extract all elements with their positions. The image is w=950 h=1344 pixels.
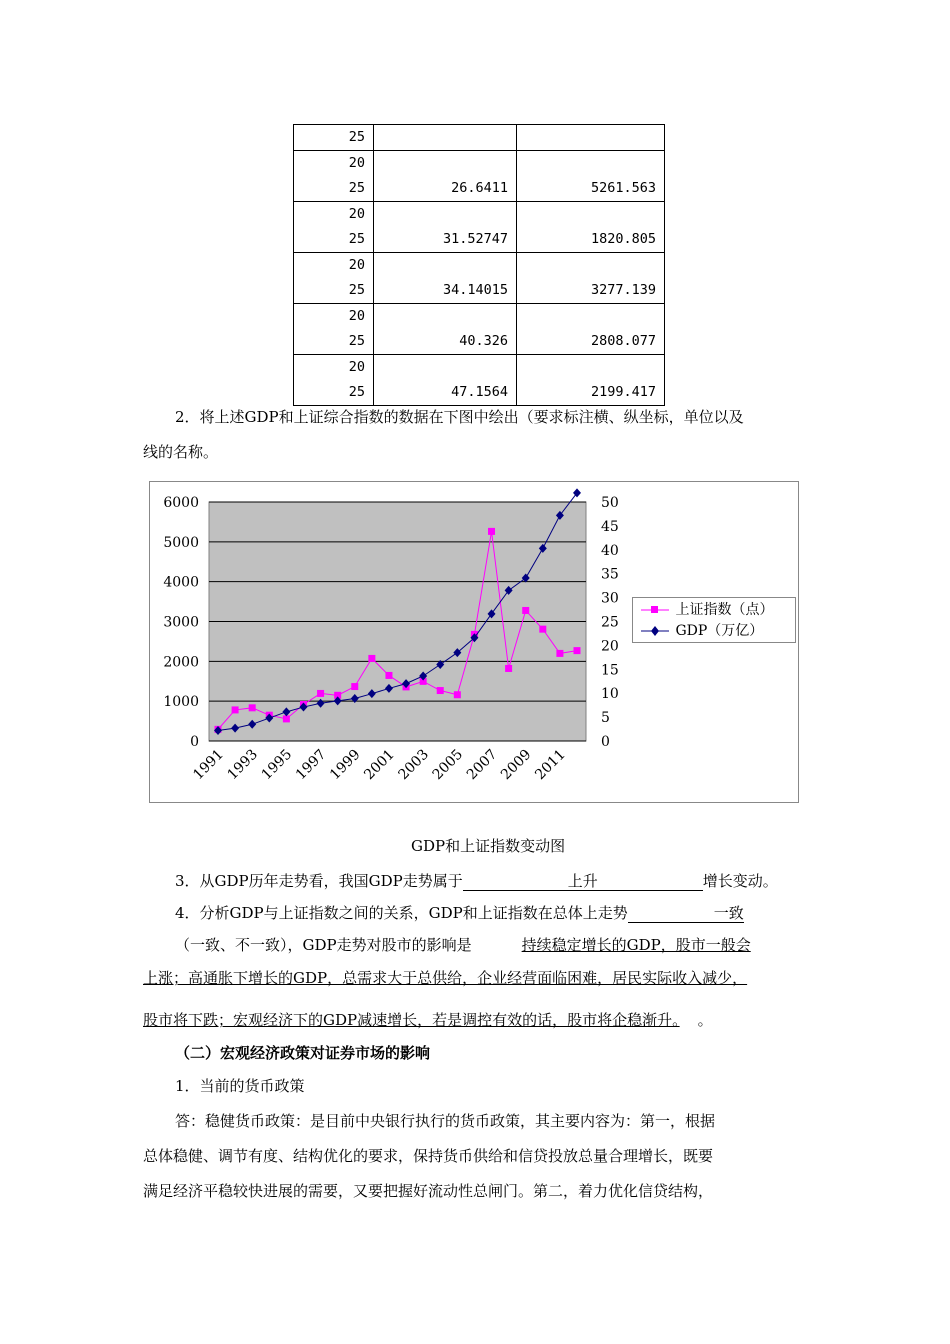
index-data-point <box>574 647 581 654</box>
y-right-tick-label: 40 <box>601 542 619 559</box>
y-right-tick-label: 50 <box>601 495 619 511</box>
question-4-line-2 <box>175 935 751 955</box>
year-cell: 20 25 <box>294 253 374 304</box>
legend-label-gdp: GDP（万亿） <box>675 623 764 639</box>
question-4-end: 。 <box>697 1011 713 1029</box>
x-tick-label: 2005 <box>429 746 467 784</box>
y-left-tick-label: 4000 <box>163 574 199 591</box>
data-table <box>293 124 665 406</box>
y-right-tick-label: 25 <box>601 614 619 631</box>
year-cell: 20 25 <box>294 151 374 202</box>
y-right-tick-label: 35 <box>601 566 619 583</box>
index-data-point <box>317 690 324 697</box>
y-right-tick-label: 30 <box>601 590 619 607</box>
y-right-tick-label: 15 <box>601 662 619 679</box>
index-cell: 34.14015 <box>374 253 517 304</box>
question-1-title: 1．当前的货币政策 <box>175 1077 305 1095</box>
question-4-answer-2-part-2: 上涨；高通胀下增长的GDP，总需求大于总供给，企业经营面临困难，居民实际收入减少， <box>143 969 748 987</box>
y-right-tick-label: 45 <box>601 518 619 535</box>
gdp-cell: 1820.805 <box>517 202 665 253</box>
question-4-answer-2-part-3: 股市将下跌；宏观经济下的GDP减速增长，若是调控有效的话，股市将企稳渐升。 <box>143 1011 680 1029</box>
question-3-prefix: 3．从GDP历年走势看，我国GDP走势属于 <box>175 872 463 890</box>
index-data-point <box>283 715 290 722</box>
table-row <box>294 253 665 304</box>
answer-line-2: 总体稳健、调节有度、结构优化的要求，保持货币供给和信贷投放总量合理增长，既要 <box>143 1147 714 1165</box>
index-data-point <box>505 665 512 672</box>
y-left-tick-label: 3000 <box>163 614 199 631</box>
y-left-tick-label: 6000 <box>163 495 199 511</box>
x-tick-label: 1991 <box>190 746 227 784</box>
y-right-tick-label: 0 <box>601 734 610 750</box>
x-tick-label: 1993 <box>224 746 262 784</box>
answer-line-1: 答：稳健货币政策：是目前中央银行执行的货币政策，其主要内容为：第一，根据 <box>175 1112 716 1130</box>
chart-caption: GDP和上证指数变动图 <box>411 837 566 855</box>
y-left-tick-label: 2000 <box>163 654 199 671</box>
question-4-line-1 <box>175 903 744 923</box>
legend-label-index: 上证指数（点） <box>675 602 774 618</box>
gdp-cell: 2808.077 <box>517 304 665 355</box>
x-tick-label: 2007 <box>463 746 501 784</box>
index-data-point <box>556 650 563 657</box>
answer-line-3: 满足经济平稳较快进展的需要，又要把握好流动性总闸门。第二，着力优化信贷结构， <box>143 1182 714 1200</box>
x-tick-label: 1999 <box>327 746 364 784</box>
table-row <box>294 151 665 202</box>
y-right-tick-label: 5 <box>601 710 610 727</box>
index-cell: 40.326 <box>374 304 517 355</box>
index-data-point <box>368 655 375 662</box>
legend-square-marker-icon <box>639 600 671 620</box>
table-row <box>294 304 665 355</box>
gdp-cell: 2199.417 <box>517 355 665 406</box>
question-4-prefix: 4．分析GDP与上证指数之间的关系，GDP和上证指数在总体上走势 <box>175 904 628 922</box>
index-data-point <box>385 672 392 679</box>
index-data-point <box>488 528 495 535</box>
question-4-line-2-prefix: （一致、不一致），GDP走势对股市的影响是 <box>175 936 472 954</box>
index-cell <box>374 125 517 151</box>
question-4-answer-2-part-1: 持续稳定增长的GDP，股市一般会 <box>521 936 751 954</box>
y-left-tick-label: 1000 <box>163 694 199 711</box>
x-tick-label: 2011 <box>532 746 569 784</box>
y-right-tick-label: 10 <box>601 686 619 703</box>
index-cell: 47.1564 <box>374 355 517 406</box>
index-cell: 31.52747 <box>374 202 517 253</box>
question-4-answer-1: 一致 <box>628 904 744 923</box>
legend-item-index <box>639 600 773 620</box>
index-data-point <box>249 704 256 711</box>
y-right-tick-label: 20 <box>601 638 619 655</box>
legend-item-gdp <box>639 621 763 641</box>
x-tick-label: 1995 <box>258 746 296 784</box>
question-2-line-2: 线的名称。 <box>143 443 219 461</box>
legend-diamond-marker-icon <box>639 621 671 641</box>
index-data-point <box>351 683 358 690</box>
index-data-point <box>437 687 444 694</box>
x-tick-label: 2001 <box>361 746 398 784</box>
x-tick-label: 1997 <box>292 746 330 784</box>
y-left-tick-label: 0 <box>190 734 199 750</box>
question-3-suffix: 增长变动。 <box>702 872 778 890</box>
question-2-line-1: 2．将上述GDP和上证综合指数的数据在下图中绘出（要求标注横、纵坐标，单位以及 <box>175 408 744 426</box>
question-4-line-4 <box>143 1010 713 1030</box>
section-title: （二）宏观经济政策对证券市场的影响 <box>175 1044 431 1062</box>
index-cell: 26.6411 <box>374 151 517 202</box>
x-tick-label: 2009 <box>498 746 535 784</box>
year-cell: 20 25 <box>294 304 374 355</box>
gdp-cell: 5261.563 <box>517 151 665 202</box>
index-data-point <box>454 691 461 698</box>
gdp-cell: 3277.139 <box>517 253 665 304</box>
question-3-answer: 上升 <box>463 872 703 891</box>
table-row <box>294 125 665 151</box>
table-row <box>294 355 665 406</box>
index-data-point <box>232 706 239 713</box>
question-3 <box>175 871 778 891</box>
index-data-point <box>522 607 529 614</box>
x-tick-label: 2003 <box>395 746 432 784</box>
year-cell: 20 25 <box>294 202 374 253</box>
gdp-cell <box>517 125 665 151</box>
chart-legend <box>632 597 796 643</box>
year-cell: 25 <box>294 125 374 151</box>
index-data-point <box>539 626 546 633</box>
table-row <box>294 202 665 253</box>
year-cell: 20 25 <box>294 355 374 406</box>
y-left-tick-label: 5000 <box>163 534 199 551</box>
